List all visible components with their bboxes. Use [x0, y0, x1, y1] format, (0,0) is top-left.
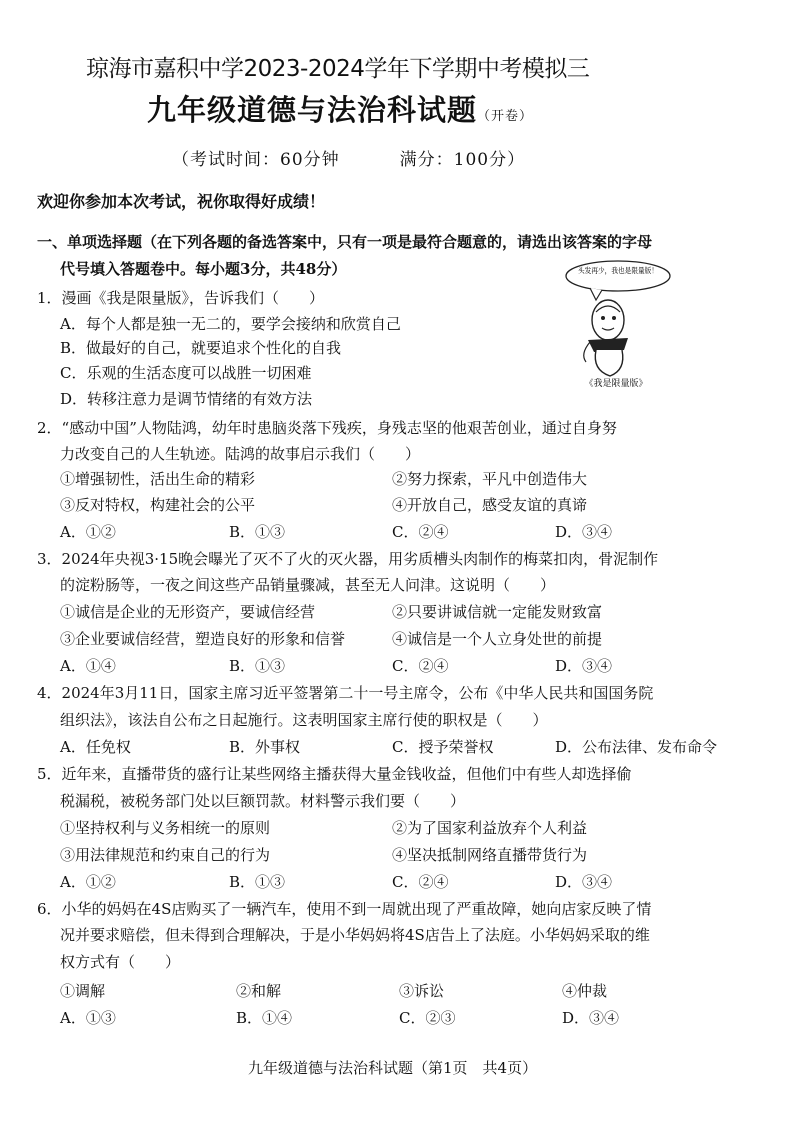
q3-choice-b: B．①③ — [229, 657, 286, 675]
q3-item-2: ②只要讲诚信就一定能发财致富 — [392, 603, 603, 621]
q3-item-4: ④诚信是一个人立身处世的前提 — [392, 630, 603, 648]
q2-stem-line1: 2．“感动中国”人物陆鸿，幼年时患脑炎落下残疾，身残志坚的他艰苦创业，通过自身努 — [37, 419, 617, 437]
q6-choice-d: D．③④ — [562, 1009, 620, 1027]
q1-option-a: A．每个人都是独一无二的，要学会接纳和欣赏自己 — [60, 315, 401, 333]
q2-stem-line2: 力改变自己的人生轨迹。陆鸿的故事启示我们（ ） — [60, 445, 421, 463]
exam-info — [172, 145, 525, 170]
cartoon-bubble-line1: 头发再少，我也是限量版！ — [578, 266, 668, 275]
q4-stem-line2: 组织法》，该法自公布之日起施行。这表明国家主席行使的职权是（ ） — [60, 711, 548, 729]
q5-choice-b: B．①③ — [229, 873, 286, 891]
q2-choice-b: B．①③ — [229, 523, 286, 541]
q6-item-3: ③诉讼 — [399, 982, 445, 1000]
q5-item-1: ①坚持权利与义务相统一的原则 — [60, 819, 271, 837]
q2-item-4: ④开放自己，感受友谊的真谛 — [392, 496, 588, 514]
q3-item-3: ③企业要诚信经营，塑造良好的形象和信誉 — [60, 630, 346, 648]
cartoon-image — [560, 258, 672, 388]
exam-time: （考试时间：60分钟 — [172, 150, 340, 170]
q6-choice-c: C．②③ — [399, 1009, 456, 1027]
welcome-message: 欢迎你参加本次考试，祝你取得好成绩！ — [37, 192, 326, 211]
q2-item-2: ②努力探索，平凡中创造伟大 — [392, 470, 588, 488]
exam-title — [147, 88, 533, 129]
q1-option-b: B．做最好的自己，就要追求个性化的自我 — [60, 339, 342, 357]
q3-choice-c: C．②④ — [392, 657, 449, 675]
q1-option-c: C．乐观的生活态度可以战胜一切困难 — [60, 364, 312, 382]
q4-stem-line1: 4．2024年3月11日，国家主席习近平签署第二十一号主席令，公布《中华人民共和国国务院 — [37, 684, 654, 702]
q3-stem-line2: 的淀粉肠等，一夜之间这些产品销量骤减，甚至无人问津。这说明（ ） — [60, 576, 556, 594]
section-title-line2: 代号填入答题卷中。每小题3分，共48分） — [60, 260, 347, 278]
q1-stem: 1．漫画《我是限量版》，告诉我们（ ） — [37, 289, 325, 307]
q6-item-2: ②和解 — [236, 982, 282, 1000]
q1-option-d: D．转移注意力是调节情绪的有效方法 — [60, 390, 313, 408]
q2-choice-a: A．①② — [60, 523, 116, 541]
q4-choice-b: B．外事权 — [229, 738, 301, 756]
q5-stem-line2: 税漏税，被税务部门处以巨额罚款。材料警示我们要（ ） — [60, 792, 466, 810]
full-score: 满分：100分） — [399, 150, 526, 170]
q4-choice-a: A．任免权 — [60, 738, 131, 756]
q6-choice-a: A．①③ — [60, 1009, 116, 1027]
q5-item-4: ④坚决抵制网络直播带货行为 — [392, 846, 588, 864]
q6-stem-line1: 6．小华的妈妈在4S店购买了一辆汽车，使用不到一周就出现了严重故障，她向店家反映了情 — [37, 900, 652, 918]
q5-choice-c: C．②④ — [392, 873, 449, 891]
q3-item-1: ①诚信是企业的无形资产，要诚信经营 — [60, 603, 316, 621]
exam-title-text: 九年级道德与法治科试题 — [147, 93, 478, 127]
q5-item-2: ②为了国家利益放弃个人利益 — [392, 819, 588, 837]
q6-item-4: ④仲裁 — [562, 982, 608, 1000]
q2-item-3: ③反对特权，构建社会的公平 — [60, 496, 256, 514]
q5-item-3: ③用法律规范和约束自己的行为 — [60, 846, 271, 864]
q2-item-1: ①增强韧性，活出生命的精彩 — [60, 470, 256, 488]
q6-stem-line3: 权方式有（ ） — [60, 953, 181, 971]
q2-choice-d: D．③④ — [555, 523, 613, 541]
q5-choice-d: D．③④ — [555, 873, 613, 891]
exam-title-note: （开卷） — [477, 109, 534, 124]
q3-stem-line1: 3．2024年央视3·15晚会曝光了灭不了火的灭火器，用劣质槽头肉制作的梅菜扣肉，骨泥制作 — [37, 550, 659, 568]
q6-choice-b: B．①④ — [236, 1009, 293, 1027]
q6-item-1: ①调解 — [60, 982, 106, 1000]
q5-stem-line1: 5．近年来，直播带货的盛行让某些网络主播获得大量金钱收益，但他们中有些人却选择偷 — [37, 765, 632, 783]
q3-choice-d: D．③④ — [555, 657, 613, 675]
q3-choice-a: A．①④ — [60, 657, 116, 675]
page-footer: 九年级道德与法治科试题（第1页 共4页） — [248, 1059, 538, 1077]
q5-choice-a: A．①② — [60, 873, 116, 891]
section-title-line1: 一、单项选择题（在下列各题的备选答案中，只有一项是最符合题意的，请选出该答案的字母 — [37, 233, 653, 251]
school-line: 琼海市嘉积中学2023-2024学年下学期中考模拟三 — [86, 56, 590, 82]
q4-choice-d: D．公布法律、发布命令 — [555, 738, 718, 756]
q6-stem-line2: 况并要求赔偿，但未得到合理解决，于是小华妈妈将4S店告上了法庭。小华妈妈采取的维 — [60, 926, 650, 944]
cartoon-caption: 《我是限量版》 — [584, 379, 648, 388]
q2-choice-c: C．②④ — [392, 523, 449, 541]
q4-choice-c: C．授予荣誉权 — [392, 738, 494, 756]
